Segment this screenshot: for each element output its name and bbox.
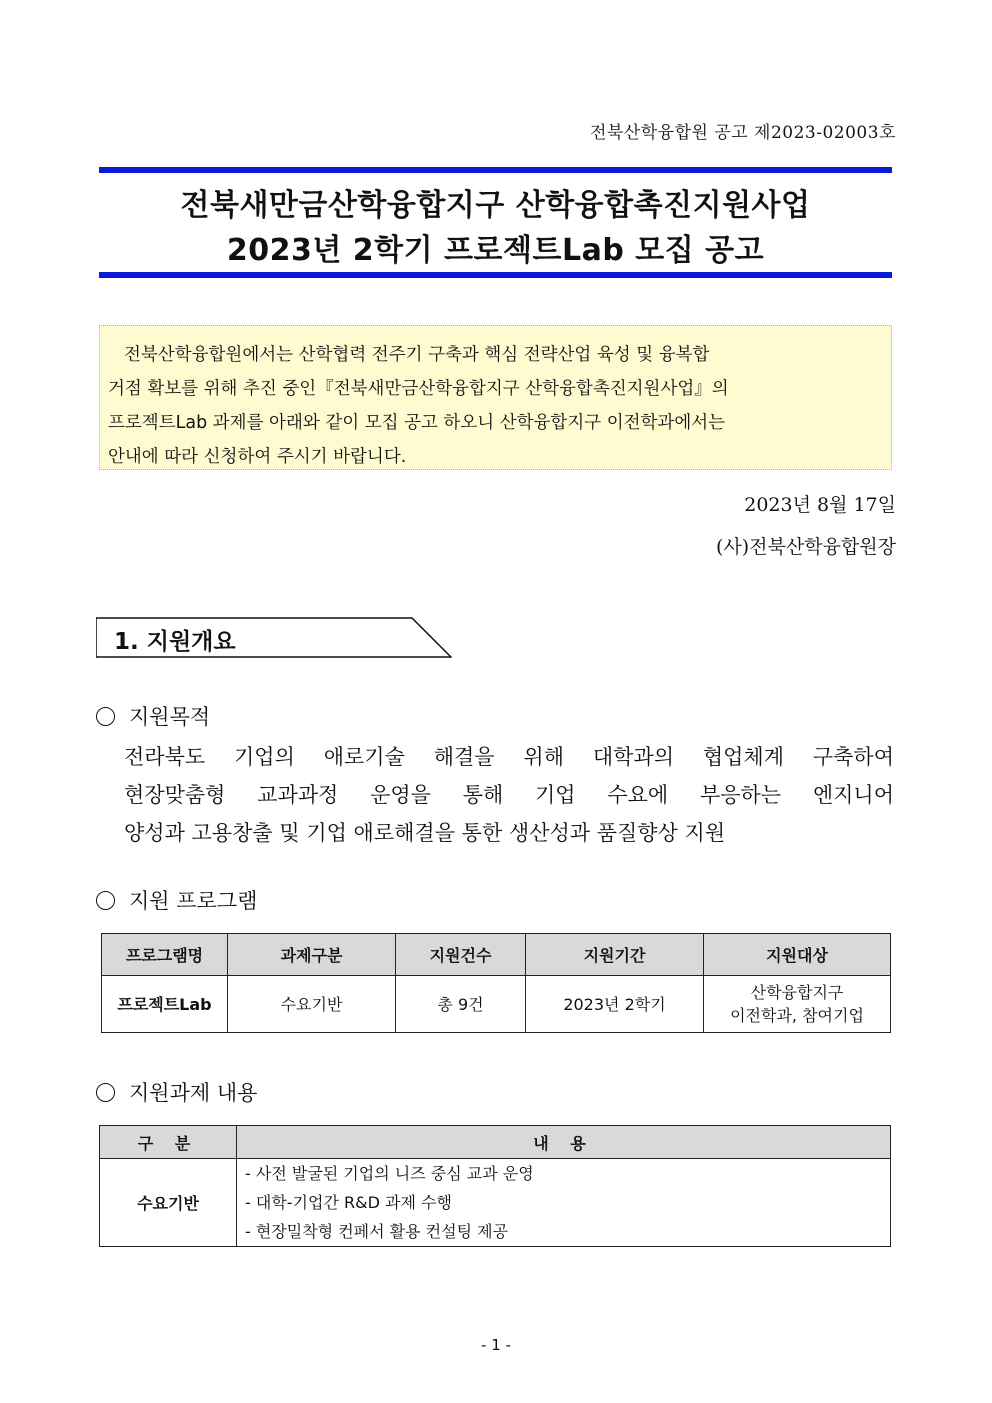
- content-label: 지원과제 내용: [129, 1081, 258, 1105]
- content-table: [99, 1125, 891, 1247]
- table-header-row: [100, 1126, 891, 1159]
- content-item: - 사전 발굴된 기업의 니즈 중심 교과 운영: [245, 1164, 534, 1183]
- table-row: [100, 1159, 891, 1247]
- table-header-cell: 구 분: [100, 1126, 237, 1159]
- content-item: - 대학-기업간 R&D 과제 수행: [245, 1193, 452, 1212]
- issuer-name: (사)전북산학융합원장: [715, 536, 896, 558]
- purpose-line: 양성과 고용창출 및 기업 애로해결을 통한 생산성과 품질향상 지원: [124, 821, 726, 845]
- table-header-cell: 지원대상: [704, 934, 891, 976]
- table-row: [102, 976, 891, 1033]
- table-header-cell: 지원건수: [396, 934, 526, 976]
- table-header-cell: 지원기간: [526, 934, 704, 976]
- program-target-cell: [704, 976, 891, 1033]
- program-subheading: [96, 885, 257, 915]
- table-header-cell: 내 용: [237, 1126, 891, 1159]
- program-name-cell: 프로젝트Lab: [102, 976, 228, 1033]
- section-heading: [96, 617, 452, 658]
- content-subheading: [96, 1077, 257, 1107]
- circle-bullet-icon: [96, 1083, 115, 1102]
- target-line: 이전학과, 참여기업: [730, 1006, 864, 1025]
- program-type-cell: 수요기반: [228, 976, 396, 1033]
- title-top-rule: [99, 167, 892, 173]
- notice-number: 전북산학융합원 공고 제2023-02003호: [589, 123, 896, 143]
- content-items-cell: [237, 1159, 891, 1247]
- intro-line: 프로젝트Lab 과제를 아래와 같이 모집 공고 하오니 산학융합지구 이전학과에서는: [108, 413, 726, 433]
- page-title-line2: 2023년 2학기 프로젝트Lab 모집 공고: [226, 233, 765, 268]
- table-header-row: [102, 934, 891, 976]
- table-header-cell: 프로그램명: [102, 934, 228, 976]
- program-count-cell: 총 9건: [396, 976, 526, 1033]
- title-bottom-rule: [99, 272, 892, 278]
- purpose-subheading: [96, 701, 210, 731]
- intro-box: [99, 325, 892, 470]
- content-item: - 현장밀착형 컨페서 활용 컨설팅 제공: [245, 1222, 509, 1241]
- circle-bullet-icon: [96, 891, 115, 910]
- intro-line: 거점 확보를 위해 추진 중인『전북새만금산학융합지구 산학융합촉진지원사업』의: [108, 379, 729, 399]
- content-category-cell: 수요기반: [100, 1159, 237, 1247]
- target-line: 산학융합지구: [750, 983, 844, 1002]
- purpose-text: [124, 738, 894, 852]
- announcement-date: 2023년 8월 17일: [744, 494, 896, 516]
- page-title-line1: 전북새만금산학융합지구 산학융합촉진지원사업: [180, 188, 811, 223]
- program-table: [101, 933, 891, 1033]
- section-heading-label: 1. 지원개요: [114, 629, 236, 655]
- intro-line: 안내에 따라 신청하여 주시기 바랍니다.: [108, 447, 407, 467]
- purpose-label: 지원목적: [129, 705, 211, 729]
- intro-line: 전북산학융합원에서는 산학협력 전주기 구축과 핵심 전략산업 육성 및 융복합: [124, 345, 710, 365]
- table-header-cell: 과제구분: [228, 934, 396, 976]
- purpose-line: 전라북도 기업의 애로기술 해결을 위해 대학과의 협업체계 구축하여: [124, 745, 894, 769]
- program-period-cell: 2023년 2학기: [526, 976, 704, 1033]
- program-label: 지원 프로그램: [129, 889, 258, 913]
- circle-bullet-icon: [96, 707, 115, 726]
- page-number: - 1 -: [481, 1336, 511, 1354]
- purpose-line: 현장맞춤형 교과과정 운영을 통해 기업 수요에 부응하는 엔지니어: [124, 783, 894, 807]
